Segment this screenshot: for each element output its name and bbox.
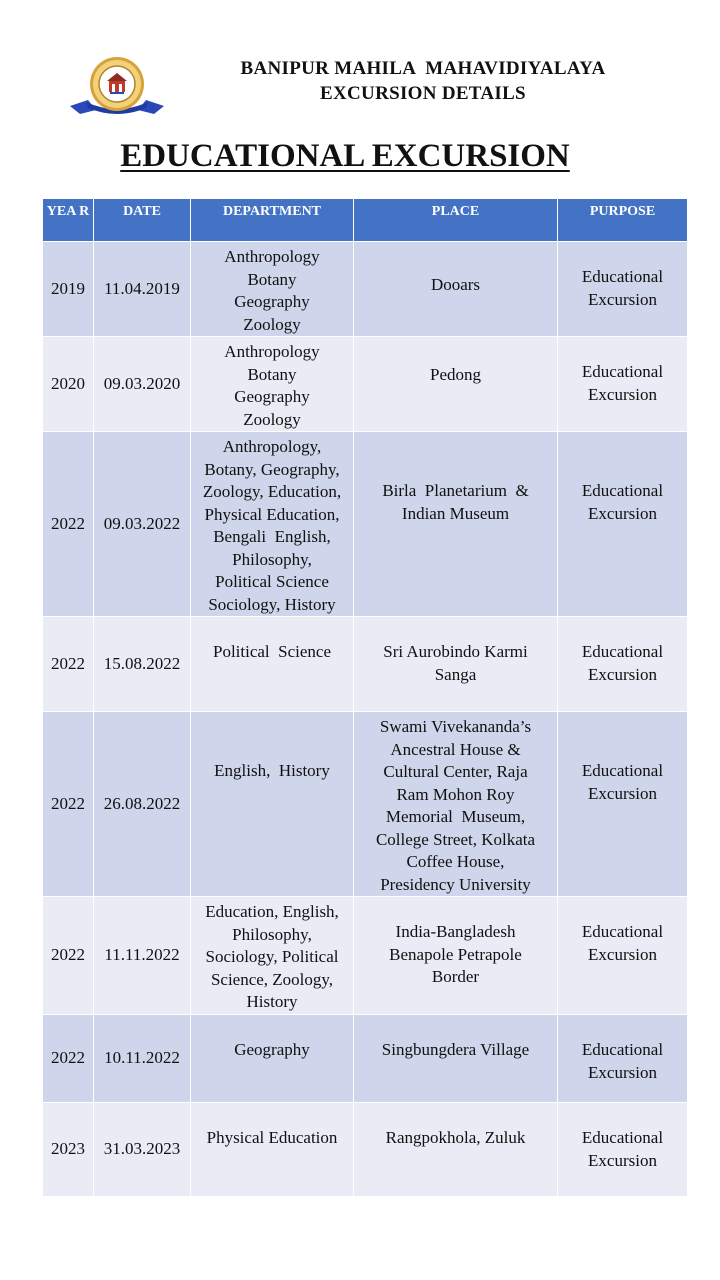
place-line: Sri Aurobindo Karmi (383, 642, 528, 661)
purpose-line: Educational (581, 1128, 664, 1147)
department-cell (191, 432, 354, 617)
place-line: Border (431, 967, 480, 986)
year-cell: 2022 (43, 712, 94, 897)
column-header-purpose: PURPOSE (558, 199, 688, 242)
place-line: Sanga (434, 664, 477, 684)
place-line: Dooars (430, 275, 481, 294)
purpose-line: Excursion (588, 1150, 657, 1170)
department-line: Anthropology, (222, 437, 322, 456)
excursion-table (42, 198, 688, 1197)
purpose-cell (558, 1103, 688, 1197)
college-name: BANIPUR MAHILA MAHAVIDIYALAYA (240, 58, 606, 79)
department-cell (191, 337, 354, 432)
purpose-line: Excursion (588, 289, 657, 309)
department-line: Anthropology (224, 342, 320, 361)
department-line: Political Science (212, 642, 332, 661)
place-line: Presidency University (380, 874, 531, 894)
purpose-line: Educational (581, 267, 664, 286)
department-line: Education, English, (205, 902, 339, 921)
department-line: Botany, Geography, (204, 459, 340, 479)
department-line: Geography (234, 292, 310, 311)
department-cell (191, 897, 354, 1015)
purpose-line: Excursion (588, 1062, 657, 1082)
place-line: College Street, Kolkata (375, 829, 536, 849)
date-cell: 15.08.2022 (94, 617, 191, 712)
place-cell (354, 897, 558, 1015)
department-cell (191, 242, 354, 337)
place-line: Singbungdera Village (381, 1040, 530, 1059)
department-line: Botany (247, 364, 297, 384)
place-line: Benapole Petrapole (389, 944, 522, 964)
place-cell (354, 617, 558, 712)
purpose-line: Excursion (588, 944, 657, 964)
department-line: Physical Education, (204, 504, 340, 524)
purpose-line: Educational (581, 761, 664, 780)
department-line: Bengali English, (213, 527, 331, 546)
table-row (43, 712, 688, 897)
place-cell (354, 337, 558, 432)
purpose-cell (558, 337, 688, 432)
column-header-date: DATE (94, 199, 191, 242)
purpose-cell (558, 897, 688, 1015)
place-line: India-Bangladesh (395, 922, 516, 941)
purpose-line: Excursion (588, 384, 657, 404)
table-row (43, 617, 688, 712)
department-line: Sociology, Political (205, 947, 339, 966)
table-row (43, 337, 688, 432)
place-line: Memorial Museum, (385, 807, 526, 826)
date-cell: 09.03.2020 (94, 337, 191, 432)
year-cell: 2022 (43, 617, 94, 712)
year-cell: 2019 (43, 242, 94, 337)
purpose-cell (558, 1015, 688, 1103)
department-line: Philosophy, (232, 924, 312, 944)
date-cell: 26.08.2022 (94, 712, 191, 897)
table-row (43, 1103, 688, 1197)
department-line: Anthropology (224, 247, 320, 266)
place-line: Rangpokhola, Zuluk (385, 1128, 526, 1147)
year-cell: 2020 (43, 337, 94, 432)
department-line: History (246, 992, 298, 1011)
purpose-line: Excursion (588, 503, 657, 523)
place-line: Pedong (430, 365, 481, 384)
year-cell: 2022 (43, 897, 94, 1015)
purpose-cell (558, 242, 688, 337)
place-cell (354, 1103, 558, 1197)
table-header-row (43, 199, 688, 242)
department-line: Zoology (243, 314, 301, 334)
column-header-department: DEPARTMENT (191, 199, 354, 242)
table-row (43, 1015, 688, 1103)
column-header-year: YEA R (43, 199, 94, 242)
table-row (43, 897, 688, 1015)
department-line: Political Science (215, 572, 329, 591)
purpose-line: Educational (581, 362, 664, 381)
page-title-text: EDUCATIONAL EXCURSION (120, 138, 570, 174)
date-cell: 09.03.2022 (94, 432, 191, 617)
purpose-cell (558, 617, 688, 712)
date-cell: 31.03.2023 (94, 1103, 191, 1197)
place-line: Birla Planetarium & (382, 481, 529, 500)
purpose-line: Educational (581, 1040, 664, 1059)
college-logo (66, 54, 168, 118)
department-line: Science, Zoology, (210, 969, 334, 989)
table-row (43, 242, 688, 337)
column-header-place: PLACE (354, 199, 558, 242)
date-cell: 10.11.2022 (94, 1015, 191, 1103)
department-line: Geography (234, 1040, 310, 1059)
department-line: Zoology, Education, (202, 482, 342, 501)
place-line: Cultural Center, Raja (383, 762, 528, 781)
page-header (180, 56, 666, 106)
place-line: Indian Museum (401, 503, 510, 523)
year-cell: 2022 (43, 432, 94, 617)
place-cell (354, 242, 558, 337)
year-cell: 2022 (43, 1015, 94, 1103)
department-line: Zoology (243, 409, 301, 429)
place-cell (354, 712, 558, 897)
place-cell (354, 432, 558, 617)
table-row (43, 432, 688, 617)
date-cell: 11.04.2019 (94, 242, 191, 337)
place-cell (354, 1015, 558, 1103)
year-cell: 2023 (43, 1103, 94, 1197)
purpose-line: Educational (581, 642, 664, 661)
place-line: Swami Vivekananda’s (379, 717, 532, 736)
department-line: English, History (214, 761, 330, 780)
purpose-line: Educational (581, 922, 664, 941)
place-line: Ancestral House & (390, 739, 521, 759)
department-cell (191, 712, 354, 897)
place-line: Ram Mohon Roy (396, 784, 515, 804)
department-cell (191, 617, 354, 712)
department-line: Sociology, History (208, 594, 336, 614)
purpose-cell (558, 712, 688, 897)
department-line: Botany (247, 269, 297, 289)
purpose-cell (558, 432, 688, 617)
purpose-line: Excursion (588, 783, 657, 803)
department-cell (191, 1103, 354, 1197)
department-line: Philosophy, (232, 549, 312, 569)
department-line: Geography (234, 387, 310, 406)
place-line: Coffee House, (406, 852, 505, 871)
purpose-line: Excursion (588, 664, 657, 684)
page-title (0, 138, 690, 175)
date-cell: 11.11.2022 (94, 897, 191, 1015)
department-cell (191, 1015, 354, 1103)
college-emblem-icon (66, 54, 168, 118)
header-subtitle: EXCURSION DETAILS (320, 83, 526, 104)
purpose-line: Educational (581, 481, 664, 500)
department-line: Physical Education (206, 1128, 338, 1147)
